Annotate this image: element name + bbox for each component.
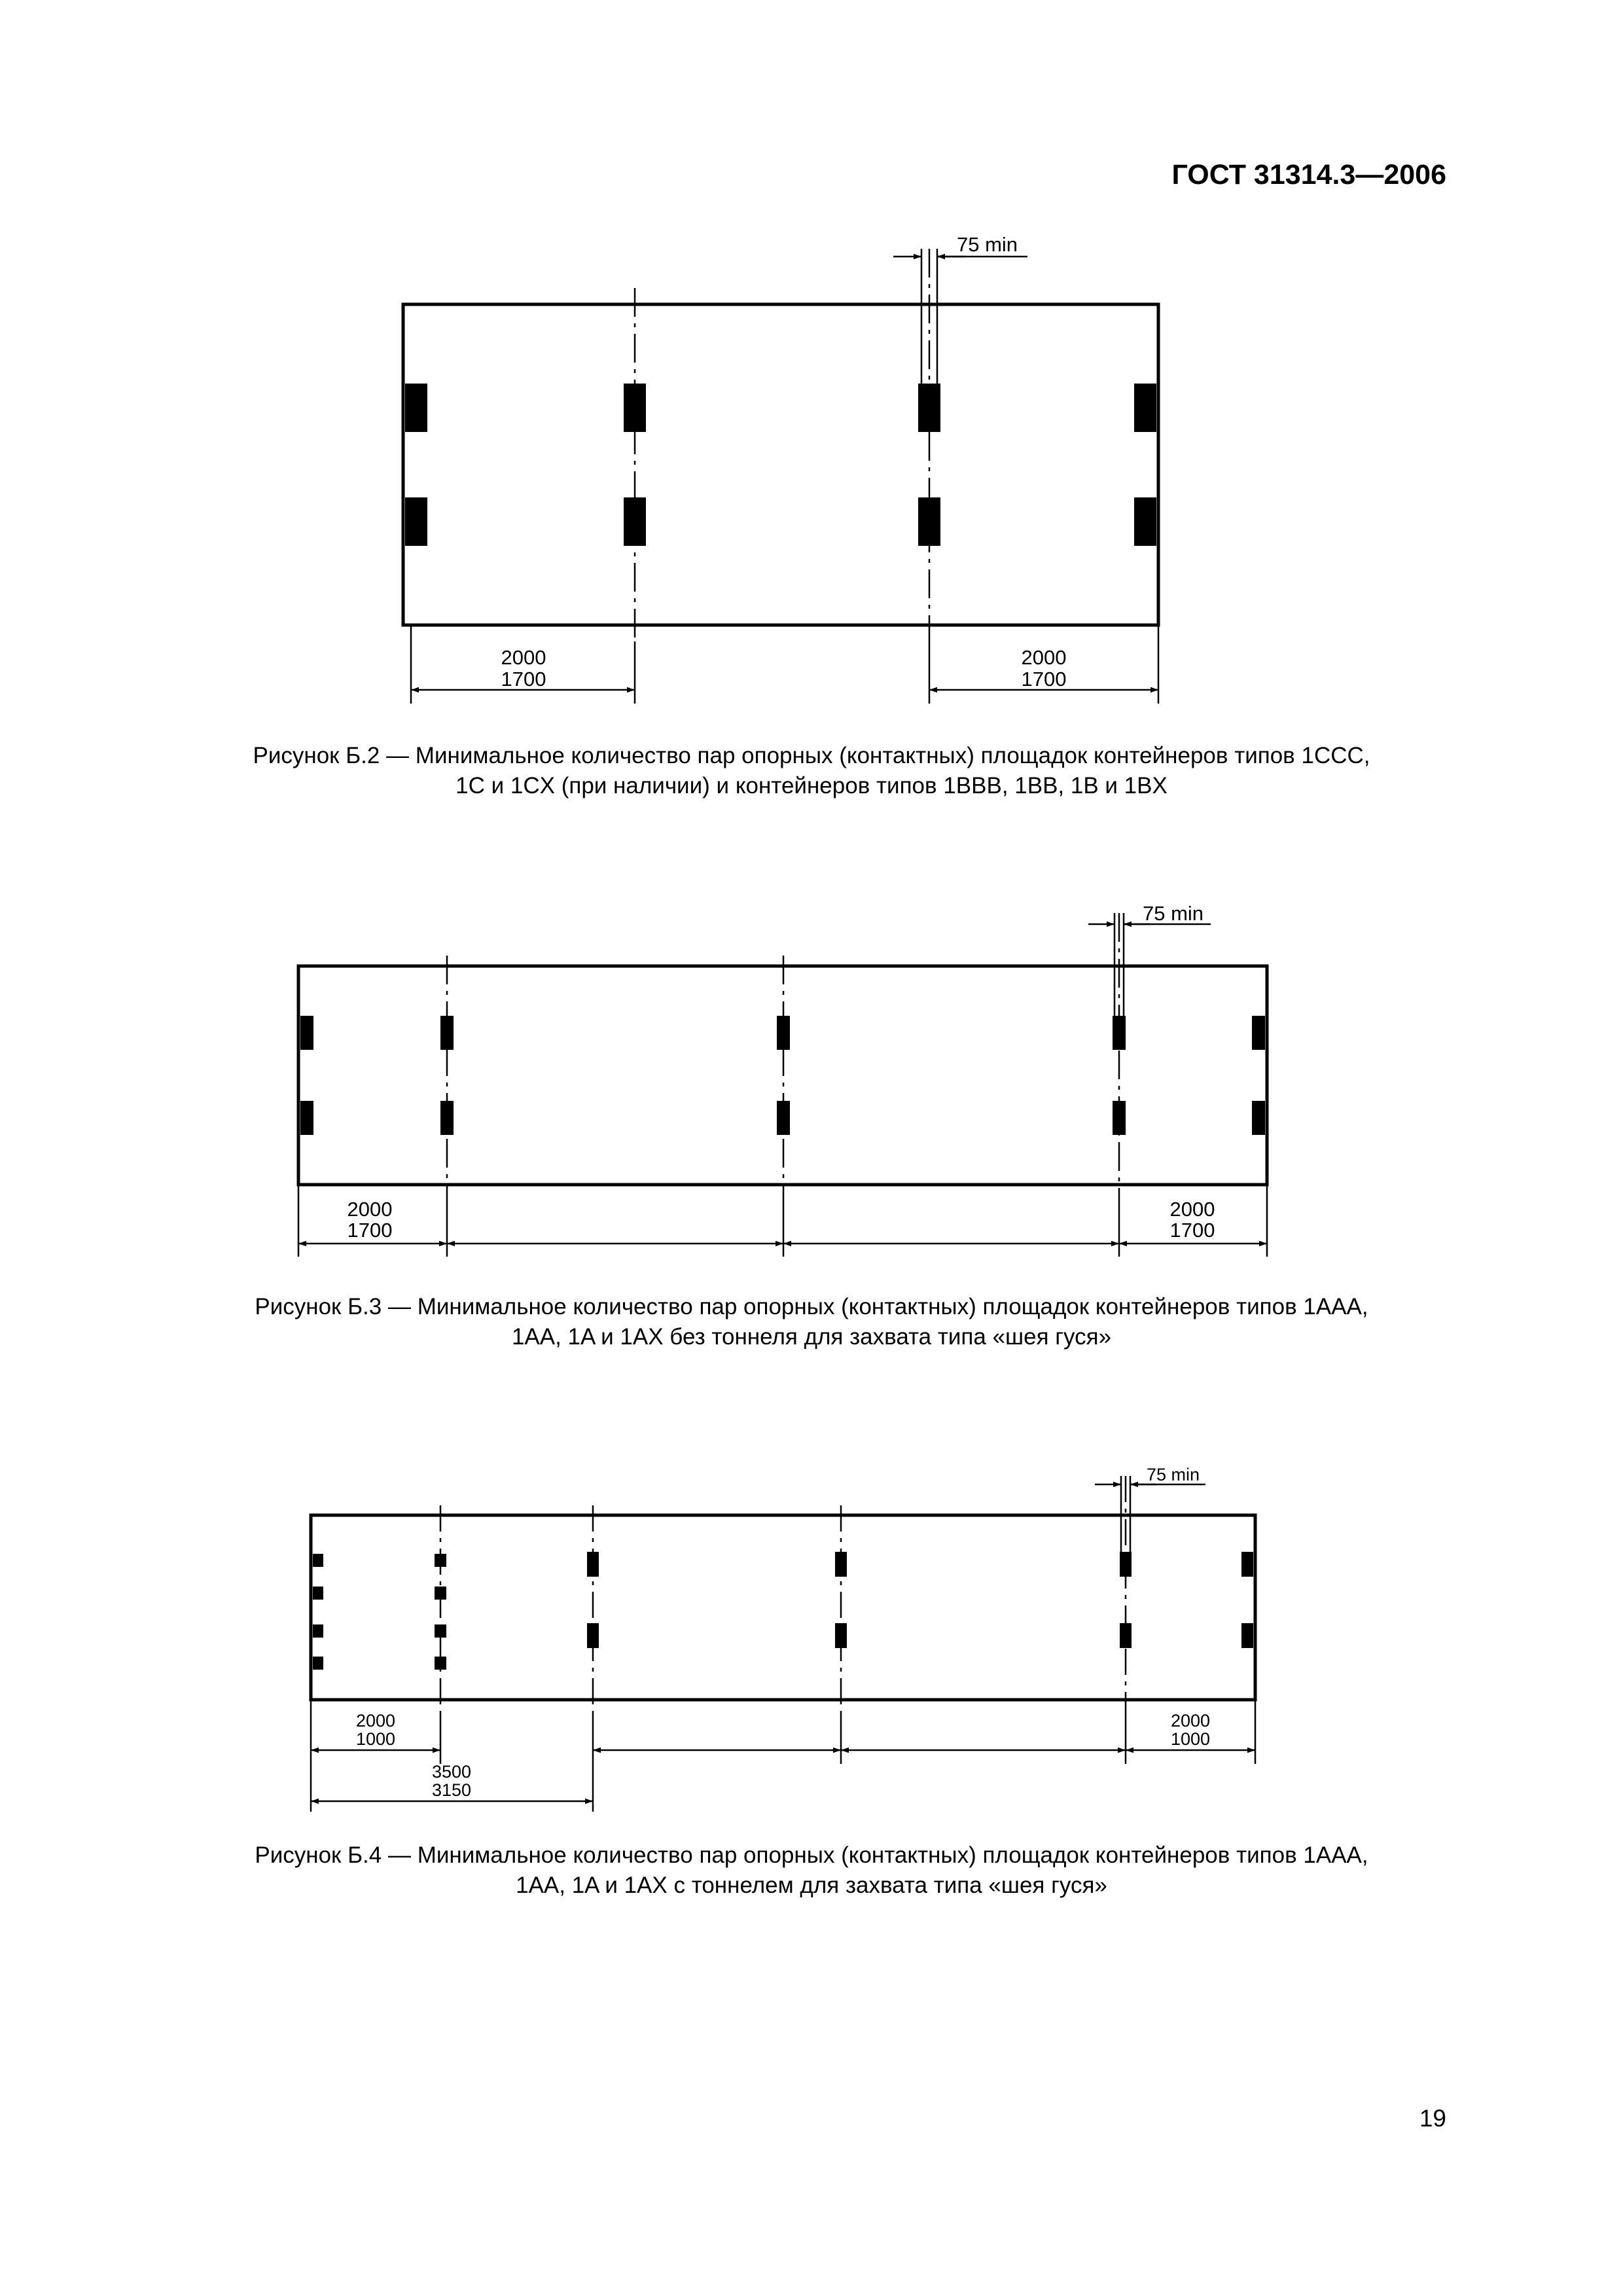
caption-line: Рисунок Б.2 — Минимальное количество пар опорных (контактных) площадок контейнеров типов 1CCC, [253, 743, 1370, 768]
clearance-dimension [1095, 1476, 1205, 1561]
dim-right-2: 1000 [1170, 1729, 1211, 1749]
dim-left-1: 2000 [347, 1198, 393, 1221]
dim-left-2: 1700 [501, 668, 546, 691]
support-pads [313, 1552, 1253, 1670]
center-lines [440, 1476, 1126, 1712]
container-outline [311, 1515, 1255, 1700]
caption-line: 1AA, 1A и 1AX без тоннеля для захвата типа «шея гуся» [511, 1324, 1112, 1350]
dim-left-1: 2000 [501, 646, 546, 669]
page-number: 19 [1419, 2105, 1446, 2132]
dim-left-2: 1700 [347, 1219, 393, 1242]
dim-right-1: 2000 [1021, 646, 1067, 669]
caption-line: Рисунок Б.3 — Минимальное количество пар опорных (контактных) площадок контейнеров типов 1AAA, [255, 1294, 1368, 1319]
dim-right-1: 2000 [1170, 1711, 1211, 1731]
figure-b4-caption [111, 1840, 1512, 1901]
dim-right-2: 1700 [1021, 668, 1067, 691]
clearance-label: 75 min [1143, 902, 1204, 925]
caption-line: Рисунок Б.4 — Минимальное количество пар опорных (контактных) площадок контейнеров типов 1AAA, [255, 1842, 1368, 1868]
standard-designation: ГОСТ 31314.3—2006 [1171, 159, 1446, 190]
dim-right-2: 1700 [1169, 1219, 1215, 1242]
dim-right-1: 2000 [1169, 1198, 1215, 1221]
clearance-label: 75 min [1147, 1465, 1200, 1484]
dim-left-2: 1000 [355, 1729, 396, 1749]
dim-tunnel-1: 3500 [431, 1762, 472, 1782]
dim-tunnel-2: 3150 [431, 1780, 472, 1800]
clearance-label: 75 min [957, 233, 1018, 256]
caption-line: 1C и 1CX (при наличии) и контейнеров типов 1BBB, 1BB, 1B и 1BX [455, 773, 1168, 798]
dim-left-1: 2000 [355, 1711, 396, 1731]
caption-line: 1AA, 1A и 1AX с тоннелем для захвата типа «шея гуся» [516, 1873, 1107, 1898]
